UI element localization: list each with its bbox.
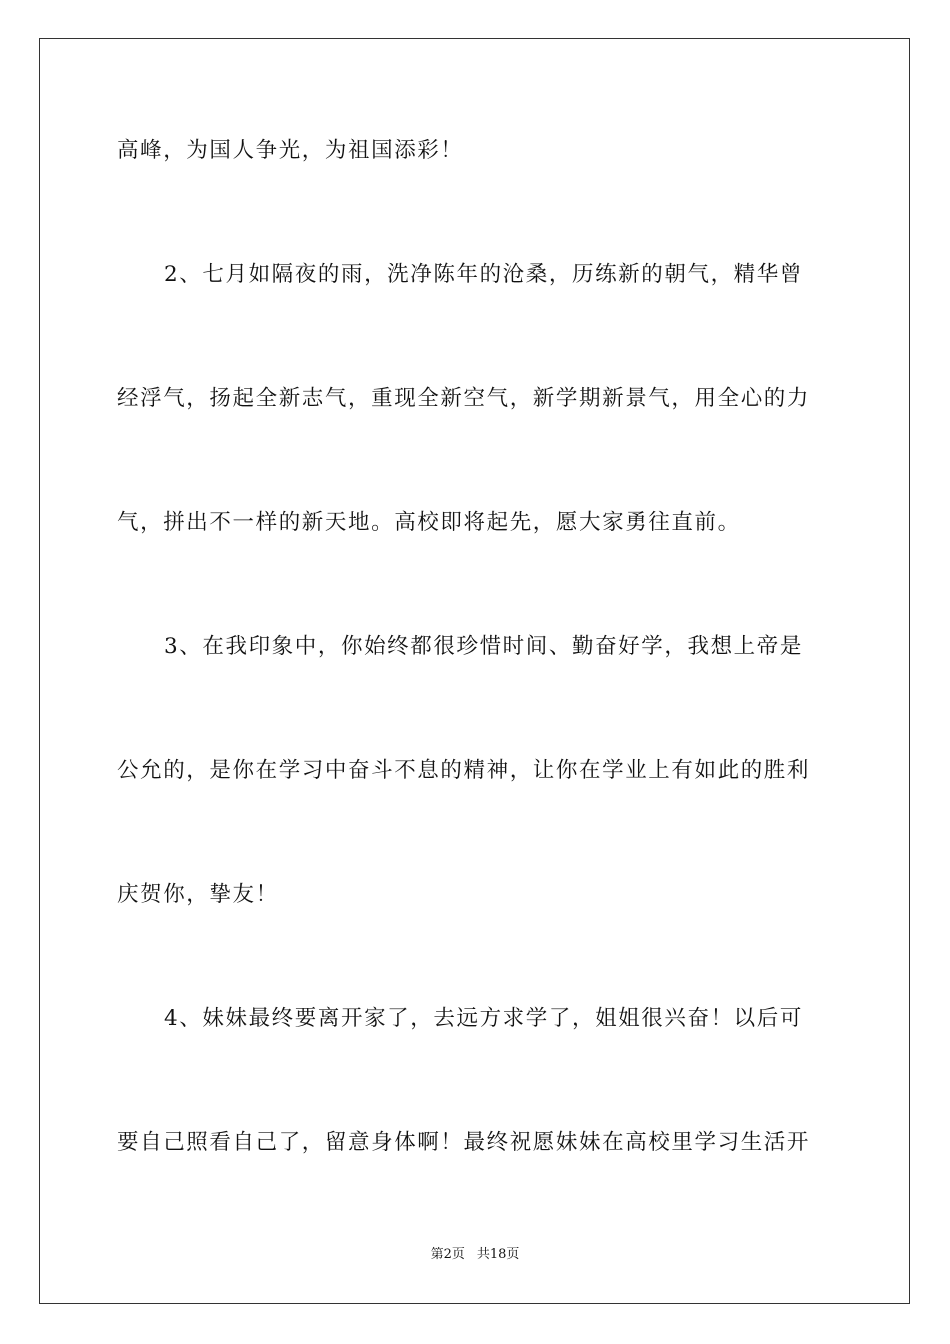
- page-total: 共18页: [476, 1247, 520, 1262]
- text-line: 气，拼出不一样的新天地。高校即将起先，愿大家勇往直前。: [117, 510, 741, 535]
- text-line: 公允的，是你在学习中奋斗不息的精神，让你在学业上有如此的胜利: [117, 758, 811, 783]
- text-line: 高峰，为国人争光，为祖国添彩！: [117, 138, 464, 163]
- text-line: 要自己照看自己了，留意身体啊！最终祝愿妹妹在高校里学习生活开: [117, 1130, 811, 1155]
- text-line: 4、妹妹最终要离开家了，去远方求学了，姐姐很兴奋！以后可: [164, 1006, 803, 1031]
- text-line: 经浮气，扬起全新志气，重现全新空气，新学期新景气，用全心的力: [117, 386, 811, 411]
- text-line: 3、在我印象中，你始终都很珍惜时间、勤奋好学，我想上帝是: [164, 634, 803, 659]
- text-line: 2、七月如隔夜的雨，洗净陈年的沧桑，历练新的朝气，精华曾: [164, 262, 803, 287]
- page-footer: [0, 1246, 950, 1264]
- text-line: 庆贺你，挚友！: [117, 882, 279, 907]
- page-number: 第2页: [430, 1247, 465, 1262]
- page-frame: [39, 38, 910, 1304]
